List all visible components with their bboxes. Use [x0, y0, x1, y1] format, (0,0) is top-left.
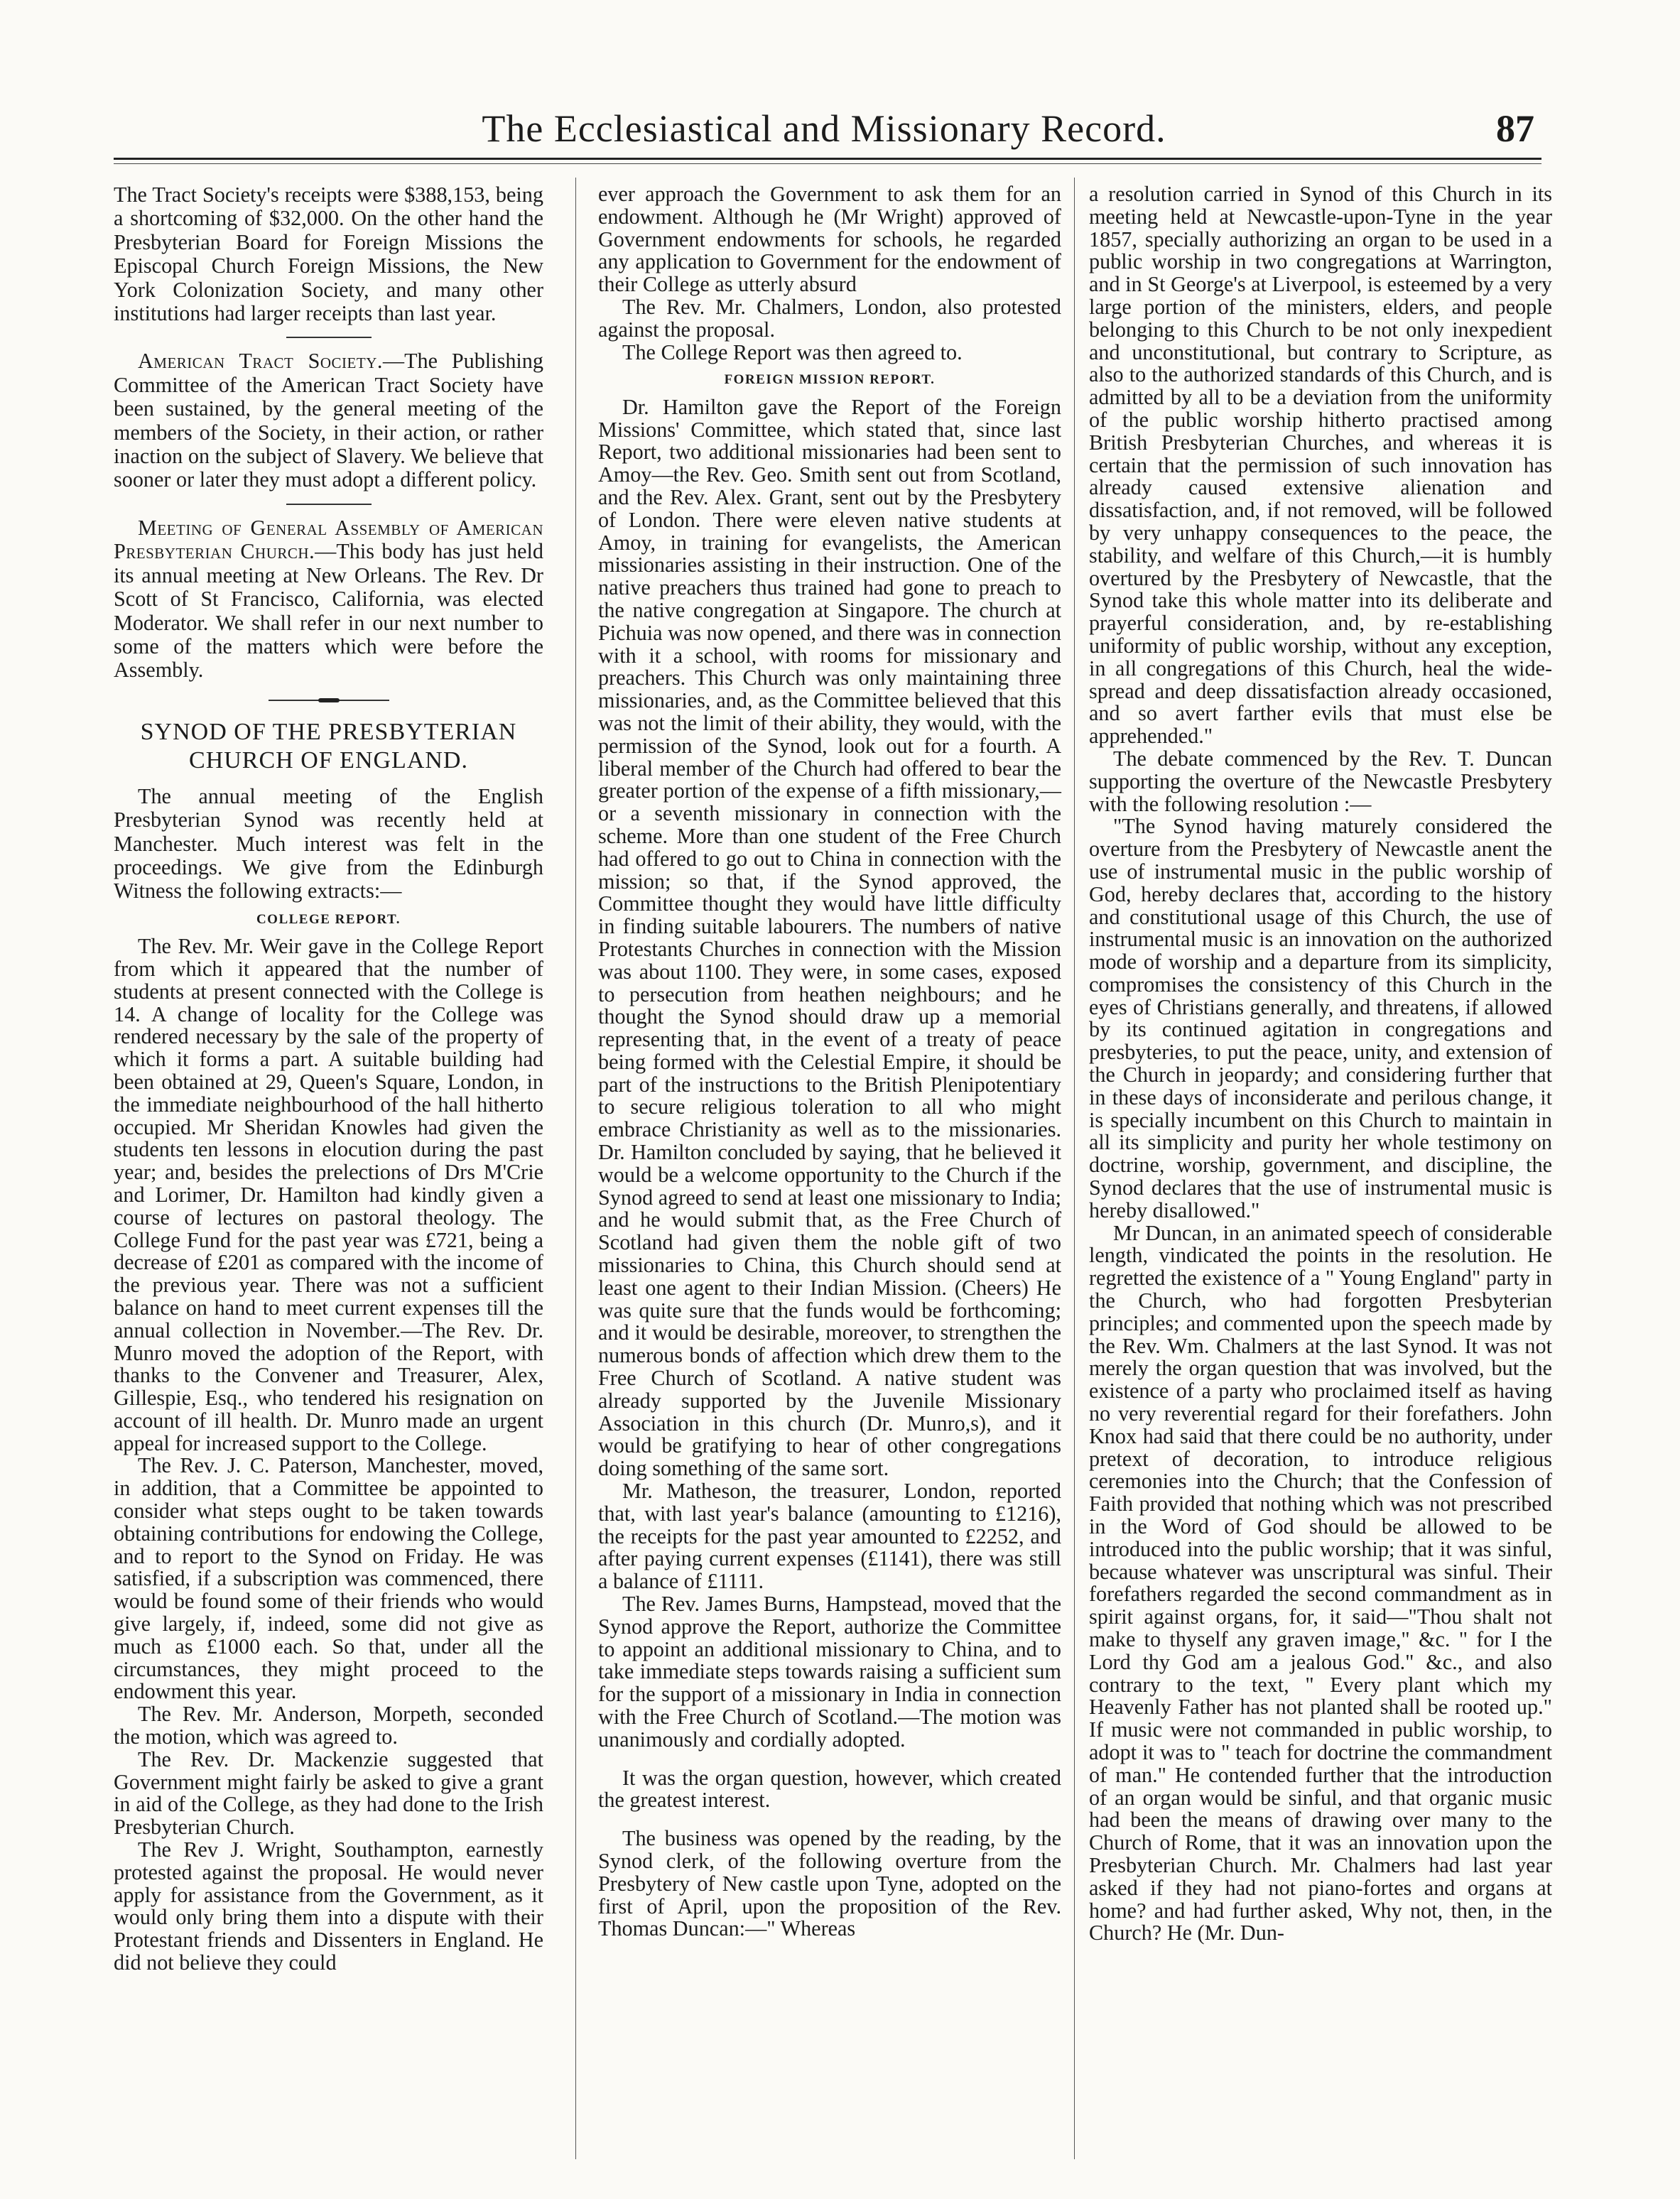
article-heading: SYNOD OF THE PRESBYTERIAN CHURCH OF ENGLAND.	[140, 718, 517, 773]
paragraph: a resolution carried in Synod of this Church in its meeting held at Newcastle-upon-Tyne in the year 1857, specially authorizing an organ to be used in a public worship in two congregations at Warrington, and in St George's at Liverpool, is esteemed by a very large portion of the ministers, elders, and people belonging to this Church to be not only inexpedient and unconstitutional, but contrary to Scripture, as also to the authorized standards of this Church, and is admitted by all to be a deviation from the uniformity of the public worship hitherto practised among British Presbyterian Churches, and whereas it is certain that the permission of such innovation has already caused extensive alienation and dissatisfaction, and, if not removed, will be followed by very unhappy consequences to the peace, the stability, and welfare of this Church,—it is humbly overtured by the Presbytery of Newcastle, that the Synod take this whole matter into its deliberate and prayerful consideration, and, by re-establishing uniformity of public worship, without any exception, in all congregations of this Church, heal the wide-spread and deep dissatisfaction already occasioned, and so avert farther evils that must else be apprehended."	[1089, 182, 1552, 749]
paragraph: The Tract Society's receipts were $388,153, being a shortcoming of $32,000. On the other hand the Presbyterian Board for Foreign Missions the Episcopal Church Foreign Missions, the New York Colonization Society, and many other institutions had larger receipts than last year.	[114, 183, 543, 326]
paragraph: The Rev. James Burns, Hampstead, moved that the Synod approve the Report, authorize the Committee to appoint an additional missionary to China, and to take immediate steps towards raising a sufficient sum for the support of a missionary in India in connection with the Free Church of Scotland.—The motion was unanimously and cordially adopted.	[598, 1592, 1061, 1752]
paragraph: Mr. Matheson, the treasurer, London, reported that, with last year's balance (amounting to £1216), the receipts for the past year amounted to £2252, and after paying current expenses (£1141), there was still a balance of £1111.	[598, 1479, 1061, 1594]
section-divider	[286, 337, 372, 338]
column-3	[1089, 183, 1552, 1945]
page-header	[114, 107, 1534, 163]
paragraph: ever approach the Government to ask them for an endowment. Although he (Mr Wright) approved of Government endowments for schools, he regarded any application to Government for the endowment of their College as utterly absurd	[598, 182, 1061, 297]
paragraph: American Tract Society.—The Publishing Committee of the American Tract Society have been sustained, by the general meeting of the members of the Society, in their action, or rather inaction on the subject of Slavery. We believe that sooner or later they must adopt a different policy.	[114, 349, 543, 492]
paragraph: Dr. Hamilton gave the Report of the Foreign Missions' Committee, which stated that, since last Report, two additional missionaries had been sent to Amoy—the Rev. Geo. Smith sent out from Scotland, and the Rev. Alex. Grant, sent out by the Presbytery of London. There were eleven native students at Amoy, in training for evangelists, the American missionaries assisting in their instruction. One of the native preachers thus trained had gone to preach to the native congregation at Singapore. The church at Pichuia was now opened, and there was in connection with it a school, with rooms for missionary and preachers. This Church was only maintaining three missionaries, and, as the Committee believed that this was not the limit of their ability, they would, with the permission of the Synod, look out for a fourth. A liberal member of the Church had offered to bear the greater portion of the expense of a fifth missionary,—or a seventh missionary in connection with the scheme. More than one student of the Free Church had offered to go out to China in connection with the mission; so that, if the Synod approved, the Committee thought they would have little difficulty in finding suitable labourers. The numbers of native Protestants Churches in connection with the Mission was about 1100. They were, in some cases, exposed to persecution from heathen neighbours; and he thought the Synod should draw up a memorial representing that, in the event of a treaty of peace being formed with the Celestial Empire, it should be part of the instructions to the British Plenipotentiary to secure religious toleration to all who might embrace Christianity as well as to the missionaries. Dr. Hamilton concluded by saying, that he believed it would be a welcome opportunity to the Church if the Synod agreed to send at least one missionary to India; and he would submit that, as the Free Church of Scotland had given them the noble gift of two missionaries to China, this Church should send at least one agent to their Indian Mission. (Cheers) He was quite sure that the funds would be forthcoming; and it would be desirable, moreover, to strengthen the numerous bonds of affection which drew them to the Free Church of Scotland. A native student was already supported by the Juvenile Missionary Association in this church (Dr. Munro,s), and it would be gratifying to hear of other congregations doing something of the same sort.	[598, 394, 1061, 1481]
paragraph: Meeting of General Assembly of American Presbyterian Church.—This body has just held its annual meeting at New Orleans. The Rev. Dr Scott of St Francisco, California, was elected Moderator. We shall refer in our next number to some of the matters which were before the Assembly.	[114, 515, 544, 683]
paragraph: The Rev J. Wright, Southampton, earnestly protested against the proposal. He would never apply for assistance from the Government, as it would only bring them into a dispute with their Protestant friends and Dissenters in England. He did not believe they could	[114, 1837, 543, 1975]
column-divider	[1074, 178, 1075, 2159]
paragraph: "The Synod having maturely considered the overture from the Presbytery of Newcastle anent the use of instrumental music in the public worship of God, hereby declares that, according to the history and constitutional usage of this Church, the use of instrumental music is an innovation on the authorized mode of worship and a departure from its simplicity, compromises the consistency of this Church in the eyes of Christians generally, and threatens, if allowed by its continued agitation in congregations and presbyteries, to put the peace, unity, and extension of the Church in jeopardy; and considering further that in these days of inconsiderate and perilous change, it is specially incumbent on this Church to maintain in all its simplicity and purity her whole testimony on doctrine, worship, government, and discipline, the Synod declares that the use of instrumental music is hereby disallowed."	[1089, 814, 1552, 1222]
paragraph: The annual meeting of the English Presbyterian Synod was recently held at Manchester. Much interest was felt in the proceedings. We give from the Edinburgh Witness the following extracts:—	[114, 783, 543, 903]
column-divider	[575, 178, 576, 2159]
section-divider	[286, 504, 372, 505]
running-title: The Ecclesiastical and Missionary Record.	[482, 107, 1166, 150]
column-1	[114, 183, 543, 1975]
paragraph: It was the organ question, however, which created the greatest interest.	[598, 1765, 1061, 1813]
paragraph: The College Report was then agreed to.	[622, 340, 963, 364]
paragraph: The business was opened by the reading, by the Synod clerk, of the following overture from the Presbytery of New castle upon Tyne, adopted on the first of April, upon the proposition of the Rev. Thomas Duncan:—" Whereas	[598, 1826, 1061, 1941]
header-rule	[114, 158, 1541, 160]
paragraph: The Rev. Mr. Anderson, Morpeth, seconded the motion, which was agreed to.	[114, 1702, 543, 1749]
subheading: COLLEGE REPORT.	[256, 911, 401, 927]
paragraph: The debate commenced by the Rev. T. Duncan supporting the overture of the Newcastle Presbytery with the following resolution :—	[1089, 746, 1552, 816]
page-number: 87	[1496, 107, 1534, 150]
paragraph: The Rev. Mr. Chalmers, London, also protested against the proposal.	[598, 294, 1061, 342]
lead-in: American Tract Society.	[138, 349, 383, 374]
paragraph: Mr Duncan, in an animated speech of considerable length, vindicated the points in the resolution. He regretted the existence of a " Young England" party in the Church, who had forgotten Presbyterian principles; and commented upon the speech made by the Rev. Wm. Chalmers at the last Synod. It was not merely the organ question that was involved, but the existence of a party who proclaimed itself as having no very reverential regard for their forefathers. John Knox had said that there could be no authority, under pretext of decoration, to introduce religious ceremonies into the Church; that the Confession of Faith provided that nothing which was not prescribed in the Word of God should be allowed to be introduced into the public worship; that it was sinful, because whatever was unscriptural was sinful. Their forefathers regarded the second commandment as in spirit against organs, for, it said—"Thou shalt not make to thyself any graven image," &c. " for I the Lord thy God am a jealous God." &c., and also contrary to the text, " Every plant which my Heavenly Father has not planted shall be rooted up." If music were not commanded in public worship, to adopt it was to " teach for doctrine the commandment of man." He contended further that the introduction of an organ would be sinful, and that organic music had been the means of drawing over many to the Church of Rome, that it was an innovation upon the Presbyterian Church. Mr. Chalmers had last year asked if they had not piano-fortes and organs at home? and had further asked, Why not, then, in the Church? He (Mr. Dun-	[1089, 1220, 1552, 1945]
paragraph: The Rev. Mr. Weir gave in the College Report from which it appeared that the number of students at present connected with the College is 14. A change of locality for the College was rendered necessary by the sale of the property of which it forms a part. A suitable building had been obtained at 29, Queen's Square, London, in the immediate neighbourhood of the hall hitherto occupied. Mr Sheridan Knowles had given the students ten lessons in elocution during the past year; and, besides the prelections of Drs M'Crie and Lorimer, Dr. Hamilton had kindly given a course of lectures on pastoral theology. The College Fund for the past year was £721, being a decrease of £201 as compared with the income of the previous year. There was not a sufficient balance on hand to meet current expenses till the annual collection in November.—The Rev. Dr. Munro moved the adoption of the Report, with thanks to the Convener and Treasurer, Alex, Gillespie, Esq., who tendered his resignation on account of ill health. Dr. Munro made an urgent appeal for increased support to the College.	[114, 934, 543, 1455]
subheading: FOREIGN MISSION REPORT.	[724, 372, 936, 388]
paragraph: The Rev. Dr. Mackenzie suggested that Government might fairly be asked to give a grant in aid of the College, as they had done to the Irish Presbyterian Church.	[114, 1747, 543, 1840]
section-ornament	[269, 698, 389, 702]
header-rule-thin	[114, 163, 1541, 164]
column-2	[598, 183, 1061, 1940]
paragraph: The Rev. J. C. Paterson, Manchester, moved, in addition, that a Committee be appointed to consider what steps ought to be taken towards obtaining contributions for endowing the College, and to report to the Synod on Friday. He was satisfied, if a subscription was commenced, there would be found some of their friends who would give largely, if, indeed, some did not give as much as £1000 each. So that, under all the circumstances, they might proceed to the endowment this year.	[114, 1453, 543, 1704]
lead-in: Meeting of General Assembly of American Presbyterian Church.	[114, 515, 543, 564]
